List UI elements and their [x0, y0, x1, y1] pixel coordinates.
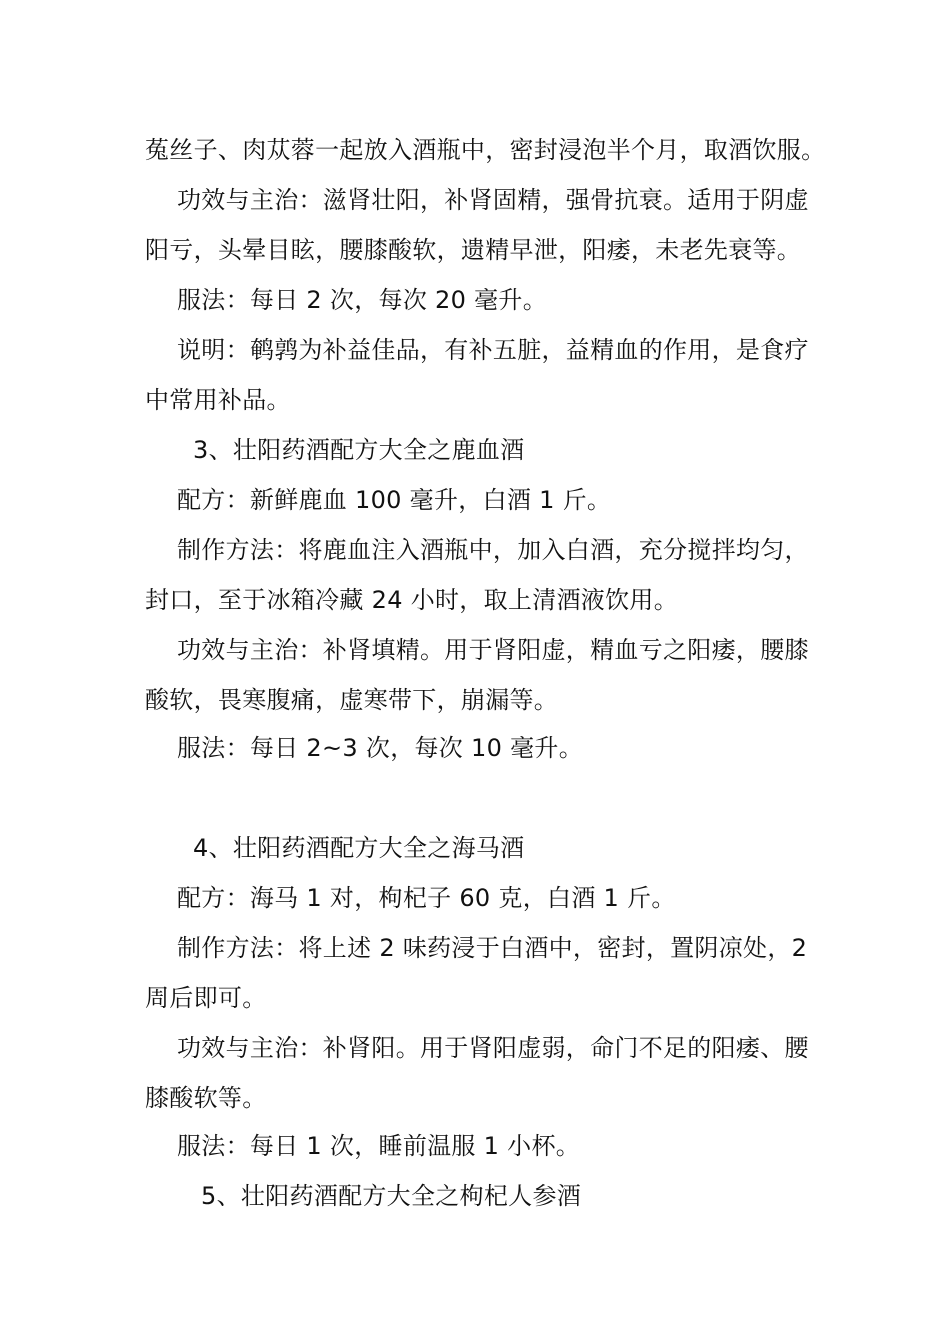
text-line-16: 制作方法：将上述 2 味药浸于白酒中，密封，置阴凉处，2	[177, 934, 808, 962]
text-line-11: 功效与主治：补肾填精。用于肾阳虚，精血亏之阳痿，腰膝	[177, 636, 809, 664]
text-line-18: 功效与主治：补肾阳。用于肾阳虚弱，命门不足的阳痿、腰	[177, 1034, 809, 1062]
text-line-2: 功效与主治：滋肾壮阳，补肾固精，强骨抗衰。适用于阴虚	[177, 186, 809, 214]
text-line-10: 封口，至于冰箱冷藏 24 小时，取上清酒液饮用。	[145, 586, 678, 614]
text-line-3: 阳亏，头晕目眩，腰膝酸软，遗精早泄，阳痿，未老先衰等。	[145, 236, 802, 264]
text-line-1: 菟丝子、肉苁蓉一起放入酒瓶中，密封浸泡半个月，取酒饮服。	[145, 136, 826, 164]
text-line-5: 说明：鹌鹑为补益佳品，有补五脏，益精血的作用，是食疗	[177, 336, 809, 364]
section-heading-5: 5、壮阳药酒配方大全之枸杞人参酒	[201, 1182, 582, 1210]
text-line-9: 制作方法：将鹿血注入酒瓶中，加入白酒，充分搅拌均匀，	[177, 536, 809, 564]
text-line-15: 配方：海马 1 对，枸杞子 60 克，白酒 1 斤。	[177, 884, 676, 912]
text-line-19: 膝酸软等。	[145, 1084, 267, 1112]
text-line-12: 酸软，畏寒腹痛，虚寒带下，崩漏等。	[145, 686, 559, 714]
text-line-4: 服法：每日 2 次，每次 20 毫升。	[177, 286, 548, 314]
text-line-17: 周后即可。	[145, 984, 267, 1012]
text-line-20: 服法：每日 1 次，睡前温服 1 小杯。	[177, 1132, 581, 1160]
section-heading-3: 3、壮阳药酒配方大全之鹿血酒	[193, 436, 525, 464]
section-heading-4: 4、壮阳药酒配方大全之海马酒	[193, 834, 525, 862]
text-line-8: 配方：新鲜鹿血 100 毫升，白酒 1 斤。	[177, 486, 612, 514]
text-line-13: 服法：每日 2~3 次，每次 10 毫升。	[177, 734, 584, 762]
text-line-6: 中常用补品。	[145, 386, 291, 414]
